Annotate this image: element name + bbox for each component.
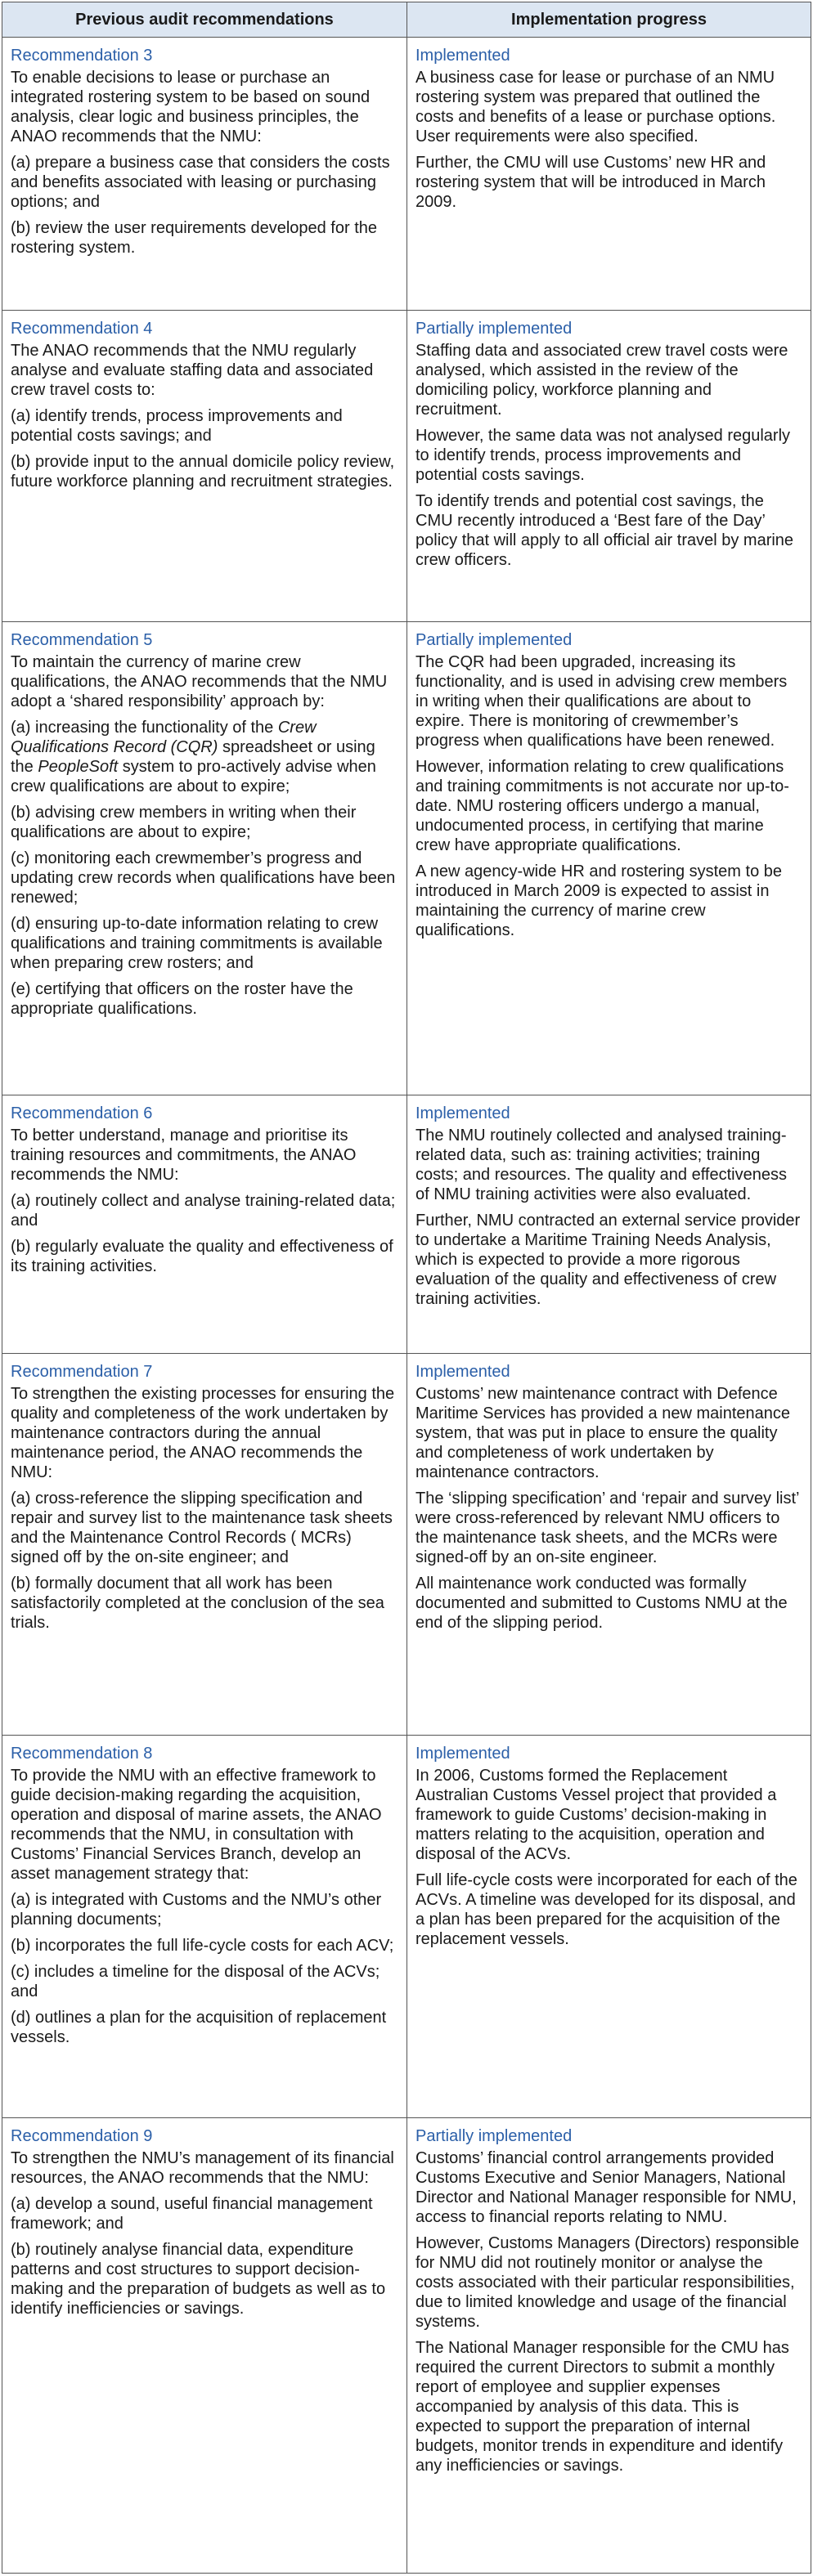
table-row: [2, 622, 811, 1095]
status-label: Implemented: [415, 1363, 510, 1381]
recommendation-item: (d) outlines a plan for the acquisition of replacement vessels.: [11, 2009, 387, 2046]
recommendation-item: (a) routinely collect and analyse training-related data; and: [11, 1192, 396, 1230]
recommendation-title: Recommendation 8: [11, 1745, 153, 1763]
status-label: Implemented: [415, 47, 510, 65]
recommendation-cell: [2, 311, 407, 621]
recommendation-title: Recommendation 5: [11, 631, 153, 649]
recommendation-item: (b) review the user requirements developed for the rostering system.: [11, 219, 378, 257]
status-label: Partially implemented: [415, 631, 573, 649]
recommendation-item: (b) formally document that all work has been satisfactorily completed at the conclusion of the sea trials.: [11, 1575, 384, 1632]
recommendation-item: (b) provide input to the annual domicile policy review, future workforce planning and recruitment strategies.: [11, 453, 395, 491]
progress-text: Full life-cycle costs were incorporated for each of the ACVs. A timeline was developed for its disposal, and a plan has been prepared for the acquisition of the replacement vessels.: [415, 1871, 797, 1948]
progress-text: However, the same data was not analysed regularly to identify trends, process improvements and potential costs savings.: [415, 427, 791, 484]
table-row: [2, 1736, 811, 2118]
progress-text: However, Customs Managers (Directors) responsible for NMU did not routinely monitor or analyse the costs associated with their particular responsibilities, due to limited knowledge and usage of the financial systems.: [415, 2234, 800, 2331]
table-row: [2, 311, 811, 622]
recommendation-text: To enable decisions to lease or purchase an integrated rostering system to be based on sound analysis, clear logic and business principles, the ANAO recommends that the NMU:: [11, 69, 371, 146]
table-row: [2, 1354, 811, 1736]
recommendation-text: To strengthen the existing processes for ensuring the quality and completeness of the work undertaken by maintenance contractors during the annual maintenance period, the ANAO recommends the NMU:: [11, 1385, 395, 1481]
progress-text: All maintenance work conducted was formally documented and submitted to Customs NMU at the end of the slipping period.: [415, 1575, 788, 1632]
recommendation-title: Recommendation 3: [11, 47, 153, 65]
column-header-recommendations: Previous audit recommendations: [2, 2, 407, 37]
recommendation-text: The ANAO recommends that the NMU regularly analyse and evaluate staffing data and associated crew travel costs to:: [11, 342, 374, 399]
recommendation-item: (d) ensuring up-to-date information relating to crew qualifications and training commitments is available when preparing crew rosters; and: [11, 915, 383, 972]
table-row: [2, 1095, 811, 1354]
recommendation-cell: [2, 1736, 407, 2117]
progress-text: The ‘slipping specification’ and ‘repair and survey list’ were cross-referenced by relevant NMU officers to the maintenance task sheets, and the MCRs were signed-off by an on-site engineer.: [415, 1490, 799, 1566]
progress-cell: [407, 1736, 811, 2117]
recommendation-item: (b) regularly evaluate the quality and effectiveness of its training activities.: [11, 1238, 393, 1275]
progress-cell: [407, 38, 811, 310]
italic-term: Crew Qualifications Record (CQR): [11, 719, 317, 756]
audit-recommendations-table: [2, 2, 811, 2574]
recommendation-item: (b) routinely analyse financial data, expenditure patterns and cost structures to support decision-making and the preparation of budgets as well as to identify inefficiencies or savings.: [11, 2241, 386, 2318]
recommendation-text: To maintain the currency of marine crew qualifications, the ANAO recommends that the NMU adopt a ‘shared responsibility’ approach by:: [11, 653, 388, 710]
progress-text: The National Manager responsible for the CMU has required the current Directors to submit a monthly report of employee and supplier expenses accompanied by analysis of this data. This is expected to support the preparation of internal budgets, monitor trends in expenditure and identify any inefficiencies or savings.: [415, 2339, 789, 2475]
recommendation-title: Recommendation 6: [11, 1104, 153, 1122]
progress-text: In 2006, Customs formed the Replacement Australian Customs Vessel project that provided a framework to guide Customs’ decision-making in matters relating to the acquisition, operation and disposal of the ACVs.: [415, 1767, 777, 1863]
recommendation-item: (a) identify trends, process improvements and potential costs savings; and: [11, 407, 343, 445]
recommendation-title: Recommendation 4: [11, 320, 153, 338]
recommendation-item: (a) prepare a business case that considers the costs and benefits associated with leasing or purchasing options; and: [11, 154, 390, 211]
recommendation-item: (b) incorporates the full life-cycle costs for each ACV;: [11, 1937, 394, 1955]
progress-text: Further, NMU contracted an external service provider to undertake a Maritime Training Needs Analysis, which is expected to provide a more rigorous evaluation of the quality and effectiveness of crew training activities.: [415, 1212, 801, 1308]
recommendation-title: Recommendation 7: [11, 1363, 153, 1381]
recommendation-cell: [2, 622, 407, 1095]
recommendation-text: To provide the NMU with an effective framework to guide decision-making regarding the acquisition, operation and disposal of marine assets, the ANAO recommends that the NMU, in consultation with Customs’ Financial Services Branch, develop an asset management strategy that:: [11, 1767, 382, 1883]
recommendation-item: (b) advising crew members in writing when their qualifications are about to expire;: [11, 804, 357, 841]
progress-text: Customs’ financial control arrangements provided Customs Executive and Senior Managers, National Director and National Manager responsible for NMU, access to financial reports relating to NMU.: [415, 2149, 797, 2226]
recommendation-item: (a) is integrated with Customs and the NMU’s other planning documents;: [11, 1891, 382, 1929]
progress-text: Staffing data and associated crew travel costs were analysed, which assisted in the review of the domiciling policy, workforce planning and recruitment.: [415, 342, 788, 419]
progress-text: Customs’ new maintenance contract with Defence Maritime Services has provided a new maintenance system, that was put in place to ensure the quality and completeness of work undertaken by maintenance contractors.: [415, 1385, 790, 1481]
progress-text: The NMU routinely collected and analysed training-related data, such as: training activities; training costs; and resources. The quality and effectiveness of NMU training activities were also evaluated.: [415, 1127, 787, 1203]
recommendation-title: Recommendation 9: [11, 2127, 153, 2145]
progress-text: A new agency-wide HR and rostering system to be introduced in March 2009 is expected to assist in maintaining the currency of marine crew qualifications.: [415, 862, 782, 939]
progress-cell: [407, 2118, 811, 2573]
table-header-row: [2, 2, 811, 38]
recommendation-item: (e) certifying that officers on the roster have the appropriate qualifications.: [11, 980, 353, 1018]
recommendation-cell: [2, 2118, 407, 2573]
progress-cell: [407, 622, 811, 1095]
status-label: Partially implemented: [415, 2127, 573, 2145]
recommendation-item: (c) monitoring each crewmember’s progress and updating crew records when qualifications have been renewed;: [11, 849, 396, 907]
table-row: [2, 38, 811, 311]
recommendation-text: To better understand, manage and prioritise its training resources and commitments, the ANAO recommends the NMU:: [11, 1127, 357, 1184]
recommendation-text: To strengthen the NMU’s management of its financial resources, the ANAO recommends that the NMU:: [11, 2149, 394, 2187]
status-label: Implemented: [415, 1104, 510, 1122]
table-row: [2, 2118, 811, 2574]
italic-term: PeopleSoft: [38, 758, 119, 776]
status-label: Implemented: [415, 1745, 510, 1763]
progress-cell: [407, 311, 811, 621]
recommendation-cell: [2, 38, 407, 310]
progress-text: The CQR had been upgraded, increasing its functionality, and is used in advising crew members in writing when their qualifications are about to expire. There is monitoring of crewmember’s progress when qualifications have been renewed.: [415, 653, 788, 750]
recommendation-item: (a) cross-reference the slipping specification and repair and survey list to the maintenance task sheets and the Maintenance Control Records ( MCRs) signed off by the on-site engineer; and: [11, 1490, 393, 1566]
column-header-progress: Implementation progress: [407, 2, 811, 37]
recommendation-item: (a) develop a sound, useful financial management framework; and: [11, 2195, 373, 2233]
recommendation-item: (a) increasing the functionality of the Crew Qualifications Record (CQR) spreadsheet or using the PeopleSoft system to pro-actively advise when crew qualifications are about to expire;: [11, 719, 376, 795]
status-label: Partially implemented: [415, 320, 573, 338]
progress-cell: [407, 1354, 811, 1735]
recommendation-cell: [2, 1354, 407, 1735]
progress-cell: [407, 1095, 811, 1353]
progress-text: Further, the CMU will use Customs’ new HR and rostering system that will be introduced in March 2009.: [415, 154, 766, 211]
progress-text: A business case for lease or purchase of an NMU rostering system was prepared that outlined the costs and benefits of a lease or purchase options. User requirements were also specified.: [415, 69, 776, 146]
progress-text: However, information relating to crew qualifications and training commitments is not accurate nor up-to-date. NMU rostering officers undergo a manual, undocumented process, in certifying that marine crew have appropriate qualifications.: [415, 758, 789, 854]
progress-text: To identify trends and potential cost savings, the CMU recently introduced a ‘Best fare of the Day’ policy that will apply to all official air travel by marine crew officers.: [415, 492, 794, 569]
recommendation-cell: [2, 1095, 407, 1353]
recommendation-item: (c) includes a timeline for the disposal of the ACVs; and: [11, 1963, 380, 2000]
